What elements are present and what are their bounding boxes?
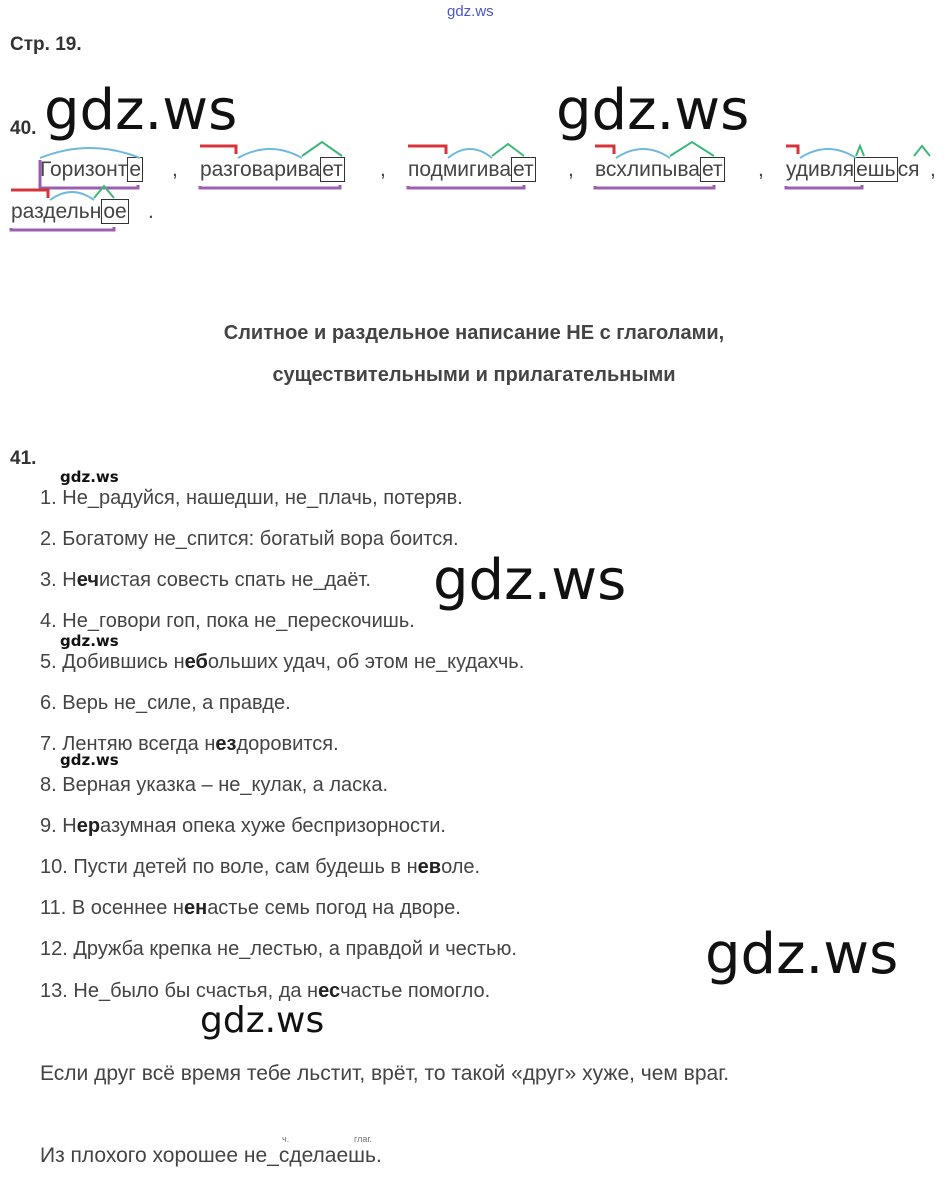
exercise-41-number: 41. — [10, 448, 37, 469]
comma: , — [172, 158, 178, 181]
watermark: gdz.ws — [433, 548, 627, 613]
morpheme-word: всхлипывает — [595, 158, 723, 181]
part-of-speech-note: ч. — [282, 1134, 290, 1144]
watermark-top: gdz.ws — [447, 3, 494, 20]
list-item: 8. Верная указка – не_кулак, а ласка. — [40, 774, 389, 796]
part-of-speech-note: глаг. — [354, 1134, 373, 1144]
watermark: gdz.ws — [556, 78, 750, 143]
period: . — [148, 200, 154, 223]
list-item: 1. Не_радуйся, нашедши, не_плачь, потеряв. — [40, 487, 463, 509]
list-item: 13. Не_было бы счастья, да несчастье помогло. — [40, 980, 491, 1002]
watermark: gdz.ws — [44, 78, 238, 143]
list-item: 4. Не_говори гоп, пока не_перескочишь. — [40, 610, 415, 632]
list-item: 12. Дружба крепка не_лестью, а правдой и честью. — [40, 938, 517, 960]
list-item: 7. Лентяю всегда нездоровится. — [40, 733, 339, 755]
page-number: Стр. 19. — [10, 34, 82, 55]
watermark: gdz.ws — [60, 632, 119, 650]
section-heading-line2: существительными и прилагательными — [272, 364, 676, 386]
comma: , — [758, 158, 764, 181]
comma: , — [380, 158, 386, 181]
morpheme-word: раздельное — [11, 200, 127, 223]
morpheme-word: Горизонте — [40, 158, 142, 181]
list-item: 5. Добившись небольших удач, об этом не_кудахчь. — [40, 651, 525, 673]
morpheme-marks — [0, 0, 948, 240]
list-item: 6. Верь не_силе, а правде. — [40, 692, 291, 714]
exercise-40-number: 40. — [10, 118, 37, 139]
morpheme-word: удивляешься — [786, 158, 920, 181]
morpheme-word: подмигивает — [408, 158, 534, 181]
section-heading-line1: Слитное и раздельное написание НЕ с глаголами, — [223, 322, 725, 344]
sentence-friend: Если друг всё время тебе льстит, врёт, то такой «друг» хуже, чем враг. — [40, 1062, 730, 1085]
comma: , — [568, 158, 574, 181]
list-item: 10. Пусти детей по воле, сам будешь в неволе. — [40, 856, 481, 878]
list-item: 11. В осеннее ненастье семь погод на дворе. — [40, 897, 461, 919]
list-item: 2. Богатому не_спится: богатый вора боится. — [40, 528, 459, 550]
sentence-good-bad: Из плохого хорошее не_сделаешь. — [40, 1144, 382, 1167]
watermark: gdz.ws — [60, 751, 119, 769]
comma: , — [930, 158, 936, 181]
watermark: gdz.ws — [200, 1000, 325, 1041]
list-item: 9. Неразумная опека хуже беспризорности. — [40, 815, 446, 837]
watermark: gdz.ws — [705, 922, 899, 987]
morpheme-word: разговаривает — [200, 158, 343, 181]
watermark: gdz.ws — [60, 468, 119, 486]
list-item: 3. Нечистая совесть спать не_даёт. — [40, 569, 371, 591]
